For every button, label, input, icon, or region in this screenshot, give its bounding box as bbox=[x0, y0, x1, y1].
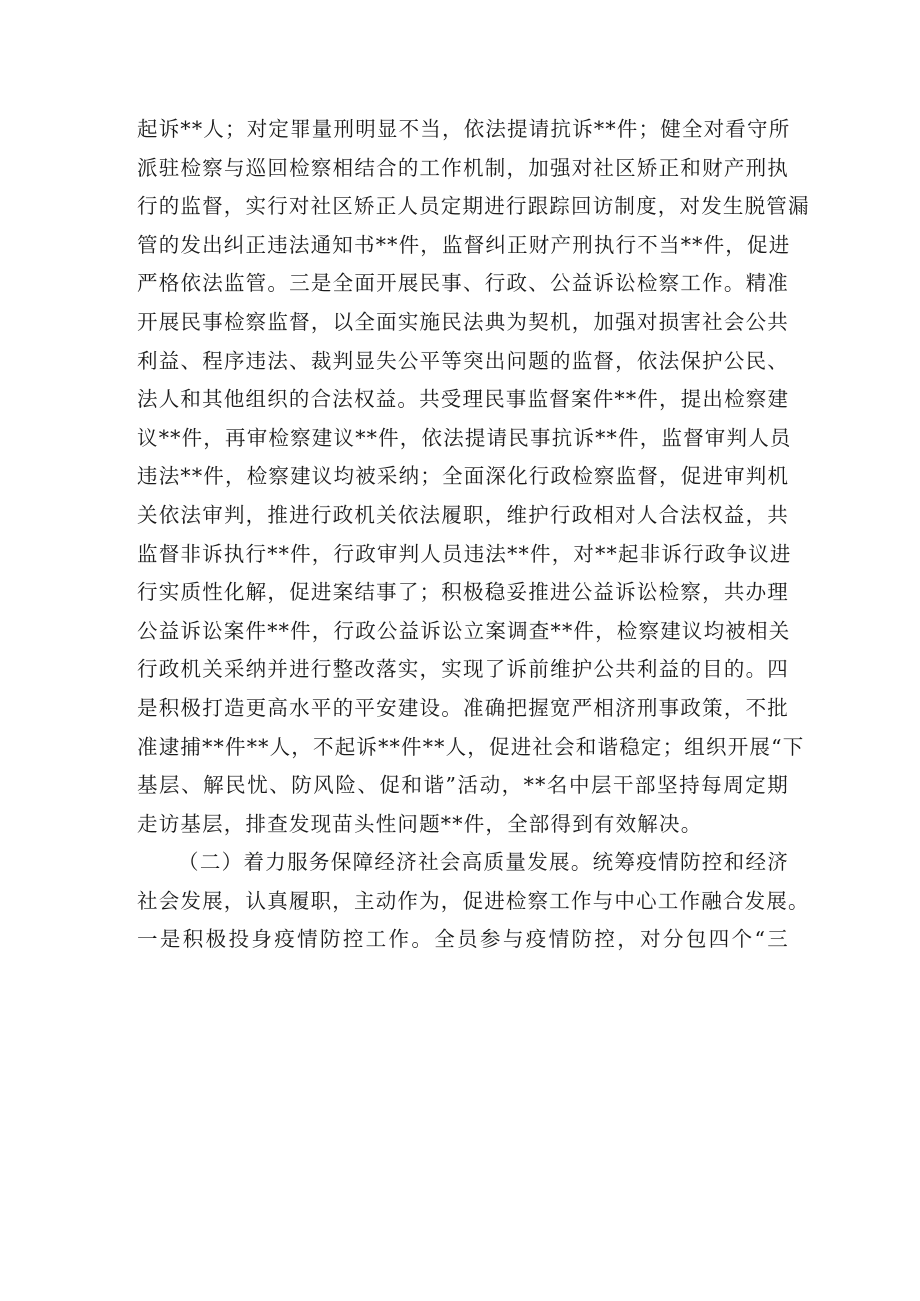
text-line: 关依法审判，推进行政机关依法履职，维护行政相对人合法权益，共 bbox=[137, 502, 789, 527]
text-line: 公益诉讼案件**件，行政公益诉讼立案调查**件，检察建议均被相关 bbox=[137, 618, 791, 643]
text-line: 行实质性化解，促进案结事了；积极稳妥推进公益诉讼检察，共办理 bbox=[137, 580, 789, 605]
text-line: 基层、解民忧、防风险、促和谐”活动，**名中层干部坚持每周定期 bbox=[137, 773, 789, 798]
text-line: 法人和其他组织的合法权益。共受理民事监督案件**件，提出检察建 bbox=[137, 387, 790, 412]
text-line: 监督非诉执行**件，行政审判人员违法**件，对**起非诉行政争议进 bbox=[137, 541, 792, 566]
text-line: （二）着力服务保障经济社会高质量发展。统筹疫情防控和经济 bbox=[178, 850, 789, 875]
text-line: 行的监督，实行对社区矫正人员定期进行跟踪回访制度，对发生脱管漏 bbox=[137, 194, 810, 219]
text-line: 开展民事检察监督，以全面实施民法典为契机，加强对损害社会公共 bbox=[137, 309, 789, 334]
text-line: 是积极打造更高水平的平安建设。准确把握宽严相济刑事政策，不批 bbox=[137, 695, 789, 720]
text-line: 准逮捕**件**人，不起诉**件**人，促进社会和谐稳定；组织开展“下 bbox=[137, 734, 805, 759]
text-line: 起诉**人；对定罪量刑明显不当，依法提请抗诉**件；健全对看守所 bbox=[137, 117, 791, 141]
body-text bbox=[137, 110, 810, 959]
paragraph-2 bbox=[137, 843, 810, 959]
text-line: 行政机关采纳并进行整改落实，实现了诉前维护公共利益的目的。四 bbox=[137, 657, 789, 682]
text-line: 利益、程序违法、裁判显失公平等突出问题的监督，依法保护公民、 bbox=[137, 348, 789, 373]
text-line: 走访基层，排查发现苗头性问题**件，全部得到有效解决。 bbox=[137, 811, 703, 836]
text-line: 管的发出纠正违法通知书**件，监督纠正财产刑执行不当**件，促进 bbox=[137, 232, 791, 257]
text-line: 议**件，再审检察建议**件，依法提请民事抗诉**件，监督审判人员 bbox=[137, 425, 792, 450]
text-line: 派驻检察与巡回检察相结合的工作机制，加强对社区矫正和财产刑执 bbox=[137, 155, 789, 180]
text-line: 社会发展，认真履职，主动作为，促进检察工作与中心工作融合发展。 bbox=[137, 888, 810, 913]
text-line: 一是积极投身疫情防控工作。全员参与疫情防控，对分包四个“三 bbox=[137, 927, 789, 952]
text-line: 严格依法监管。三是全面开展民事、行政、公益诉讼检察工作。精准 bbox=[137, 271, 789, 296]
text-line: 违法**件，检察建议均被采纳；全面深化行政检察监督，促进审判机 bbox=[137, 464, 790, 489]
paragraph-1 bbox=[137, 110, 810, 843]
